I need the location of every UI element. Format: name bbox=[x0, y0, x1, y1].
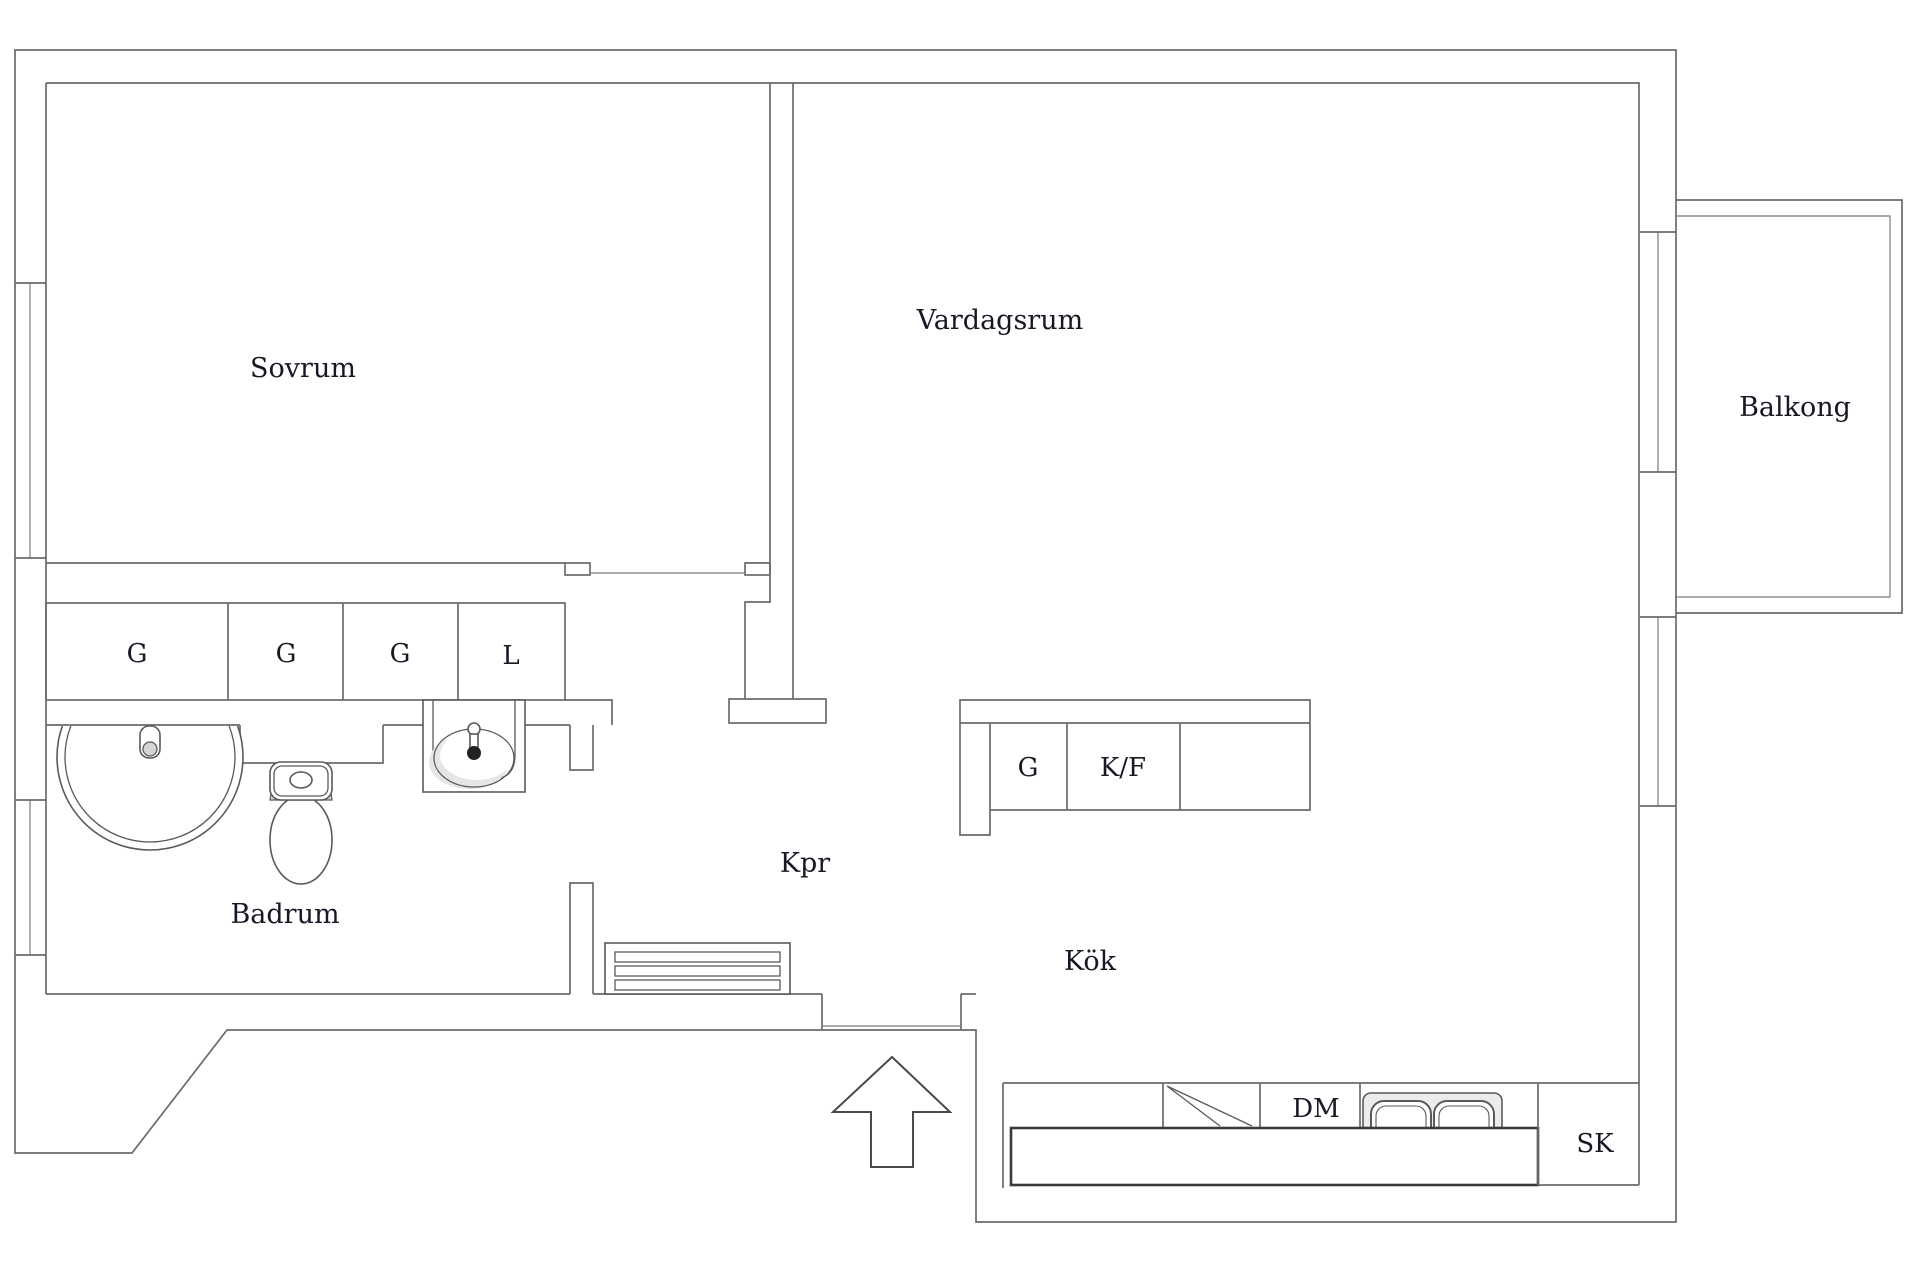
label-bedroom: Sovrum bbox=[250, 353, 356, 384]
closet-row bbox=[46, 603, 565, 700]
windows bbox=[15, 232, 1676, 955]
stove-icon bbox=[1167, 1086, 1252, 1126]
door-jamb bbox=[745, 563, 770, 575]
wall-pilaster bbox=[729, 699, 826, 723]
label-corridor: Kpr bbox=[779, 848, 831, 879]
label-closet-g3: G bbox=[389, 639, 411, 669]
toilet-icon bbox=[270, 762, 332, 884]
label-fridge-freezer: K/F bbox=[1099, 753, 1147, 783]
entrance-arrow-icon bbox=[833, 1057, 950, 1167]
bathtub-icon bbox=[57, 664, 243, 850]
label-island-wardrobe: G bbox=[1017, 753, 1039, 783]
label-bathroom: Badrum bbox=[230, 899, 340, 930]
label-living-room: Vardagsrum bbox=[916, 305, 1084, 336]
label-kitchen: Kök bbox=[1063, 946, 1117, 977]
label-closet-g1: G bbox=[126, 639, 148, 669]
bathroom-sink-icon bbox=[423, 700, 525, 792]
bedroom-window bbox=[15, 283, 46, 558]
kitchen-window bbox=[1640, 617, 1676, 806]
livingroom-balcony-window bbox=[1640, 232, 1676, 472]
label-closet-g2: G bbox=[275, 639, 297, 669]
label-balcony: Balkong bbox=[1739, 392, 1851, 423]
label-cabinet: SK bbox=[1576, 1129, 1614, 1159]
bathroom-door-pier bbox=[570, 883, 593, 994]
exterior-walls bbox=[15, 50, 1676, 1222]
label-closet-linen: L bbox=[502, 641, 520, 671]
bathroom-window bbox=[15, 800, 46, 955]
label-dishwasher: DM bbox=[1292, 1094, 1340, 1124]
interior-walls bbox=[46, 83, 1639, 1188]
door-jamb bbox=[565, 563, 590, 575]
bathroom-door-pier bbox=[570, 725, 593, 770]
counter-front bbox=[1011, 1128, 1538, 1185]
radiator-icon bbox=[605, 943, 790, 994]
